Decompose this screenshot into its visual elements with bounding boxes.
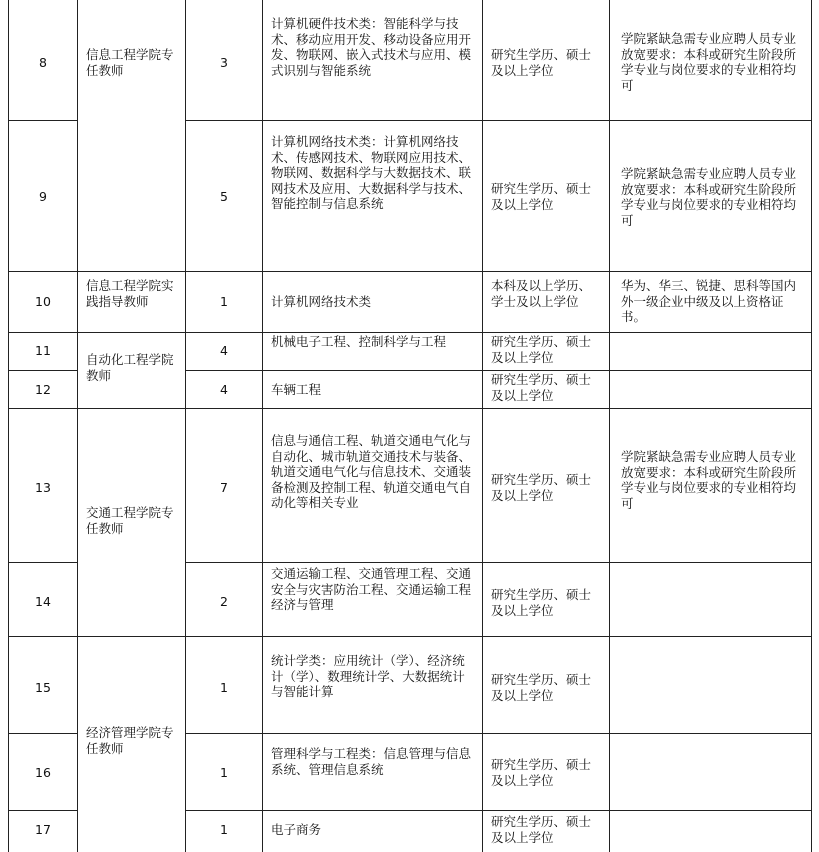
major-requirement: 计算机网络技术类 [271,294,372,309]
grid-line [8,562,78,563]
grid-line [8,120,78,121]
education-requirement: 研究生学历、硕士及以上学位 [491,672,592,703]
headcount: 4 [220,382,228,397]
headcount: 1 [220,765,228,780]
major-requirement: 车辆工程 [271,382,322,397]
grid-line [77,0,78,852]
education-requirement: 研究生学历、硕士及以上学位 [491,587,592,618]
grid-line [185,810,812,811]
major-requirement: 计算机硬件技术类：智能科学与技术、移动应用开发、移动设备应用开发、物联网、嵌入式技术与应用、模式识别与智能系统 [271,16,472,78]
other-requirement: 华为、华三、锐捷、思科等国内外一级企业中级及以上资格证书。 [621,278,797,325]
grid-line [262,0,263,852]
position-name: 信息工程学院实践指导教师 [86,278,174,309]
grid-line [185,562,812,563]
grid-line [8,810,78,811]
education-requirement: 研究生学历、硕士及以上学位 [491,757,592,788]
other-requirement: 学院紧缺急需专业应聘人员专业放宽要求：本科或研究生阶段所学专业与岗位要求的专业相符均可 [621,166,797,228]
education-requirement: 研究生学历、硕士及以上学位 [491,814,592,845]
grid-line [8,370,78,371]
row-number: 17 [35,822,51,837]
education-requirement: 研究生学历、硕士及以上学位 [491,472,592,503]
headcount: 1 [220,294,228,309]
major-requirement: 机械电子工程、控制科学与工程 [271,334,447,349]
major-requirement: 交通运输工程、交通管理工程、交通安全与灾害防治工程、交通运输工程经济与管理 [271,566,472,613]
grid-line [609,0,610,852]
education-requirement: 研究生学历、硕士及以上学位 [491,372,592,403]
education-requirement: 研究生学历、硕士及以上学位 [491,181,592,212]
row-number: 9 [39,189,47,204]
grid-line [811,0,812,852]
headcount: 1 [220,680,228,695]
headcount: 3 [220,55,228,70]
education-requirement: 本科及以上学历、学士及以上学位 [491,278,592,309]
major-requirement: 电子商务 [271,822,322,837]
other-requirement: 学院紧缺急需专业应聘人员专业放宽要求：本科或研究生阶段所学专业与岗位要求的专业相符均可 [621,31,797,93]
grid-line [8,636,812,637]
position-name: 经济管理学院专任教师 [86,725,174,756]
headcount: 5 [220,189,228,204]
other-requirement: 学院紧缺急需专业应聘人员专业放宽要求：本科或研究生阶段所学专业与岗位要求的专业相符均可 [621,449,797,511]
row-number: 11 [35,343,51,358]
grid-line [8,332,812,333]
education-requirement: 研究生学历、硕士及以上学位 [491,47,592,78]
position-name: 信息工程学院专任教师 [86,47,174,78]
row-number: 14 [35,594,51,609]
row-number: 8 [39,55,47,70]
grid-line [8,0,9,852]
grid-line [482,0,483,852]
grid-line [185,0,186,852]
grid-line [8,733,78,734]
grid-line [185,733,812,734]
major-requirement: 统计学类：应用统计（学）、经济统计（学）、数理统计学、大数据统计与智能计算 [271,653,465,700]
row-number: 13 [35,480,51,495]
grid-line [185,370,812,371]
headcount: 2 [220,594,228,609]
major-requirement: 管理科学与工程类：信息管理与信息系统、管理信息系统 [271,746,472,777]
major-requirement: 信息与通信工程、轨道交通电气化与自动化、城市轨道交通技术与装备、轨道交通电气化与信息技术、交通装备检测及控制工程、轨道交通电气自动化等相关专业 [271,433,472,511]
education-requirement: 研究生学历、硕士及以上学位 [491,334,592,365]
grid-line [8,271,812,272]
row-number: 16 [35,765,51,780]
headcount: 1 [220,822,228,837]
row-number: 15 [35,680,51,695]
row-number: 12 [35,382,51,397]
headcount: 7 [220,480,228,495]
row-number: 10 [35,294,51,309]
major-requirement: 计算机网络技术类：计算机网络技术、传感网技术、物联网应用技术、物联网、数据科学与大数据技术、联网技术及应用、大数据科学与技术、智能控制与信息系统 [271,134,472,212]
position-name: 交通工程学院专任教师 [86,505,174,536]
grid-line [185,120,812,121]
headcount: 4 [220,343,228,358]
position-name: 自动化工程学院教师 [86,352,174,383]
grid-line [8,408,812,409]
